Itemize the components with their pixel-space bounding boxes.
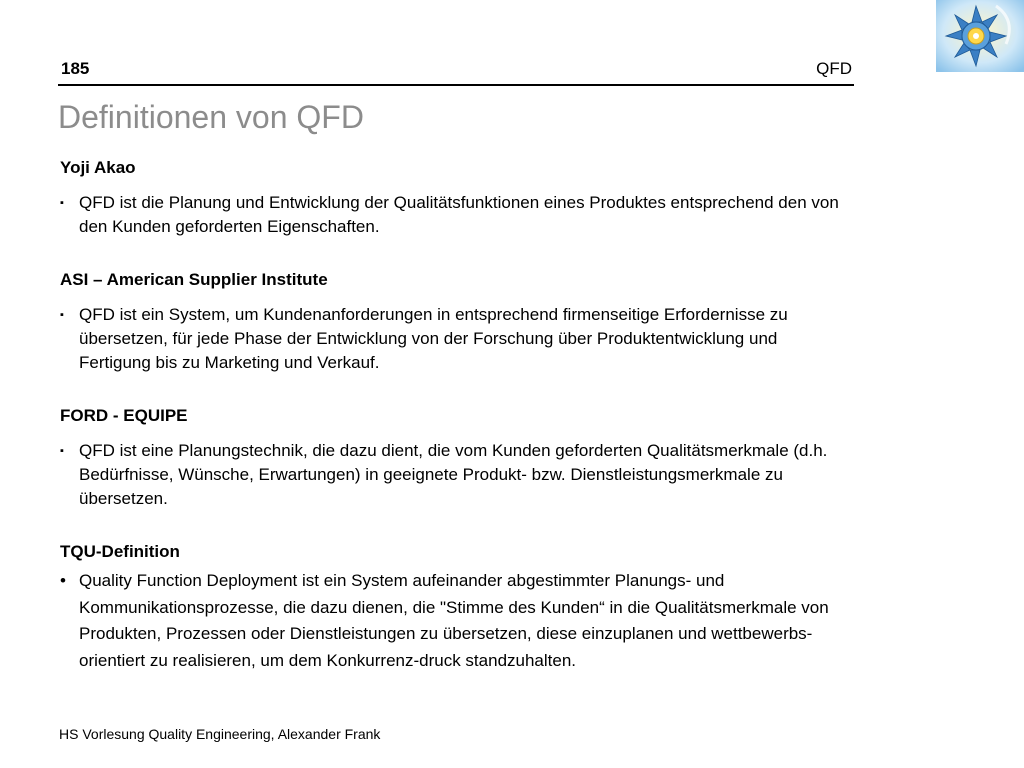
header-topic: QFD <box>816 59 852 78</box>
slide-title: Definitionen von QFD <box>58 99 364 135</box>
square-bullet-icon: ▪ <box>60 309 64 321</box>
bullet-item <box>60 568 850 674</box>
section-heading: FORD - EQUIPE <box>60 406 188 425</box>
definition-section <box>60 268 850 375</box>
dot-bullet-icon: • <box>60 571 66 590</box>
turbine-gear-icon <box>936 0 1024 72</box>
bullet-text: QFD ist ein System, um Kundenanforderungen in entsprechend firmenseitige Erfordernisse zu übersetzen, für jede Phase der Entwicklung von der Forschung über Produktentwicklung und Fertigung bis zu Marketing und Verkauf. <box>79 305 788 372</box>
section-heading: TQU-Definition <box>60 542 180 561</box>
bullet-item <box>60 439 850 511</box>
bullet-item <box>60 303 850 375</box>
section-heading: ASI – American Supplier Institute <box>60 270 328 289</box>
slide-number: 185 <box>61 59 90 78</box>
definitions-list <box>60 156 850 703</box>
definition-section <box>60 540 850 674</box>
square-bullet-icon: ▪ <box>60 197 64 209</box>
definition-section <box>60 404 850 511</box>
square-bullet-icon: ▪ <box>60 445 64 457</box>
bullet-item <box>60 191 850 239</box>
definition-section <box>60 156 850 239</box>
header-divider <box>58 84 854 86</box>
footer-text: HS Vorlesung Quality Engineering, Alexander Frank <box>59 726 381 742</box>
bullet-text: QFD ist die Planung und Entwicklung der Qualitätsfunktionen eines Produktes entsprechend den von den Kunden geforderten Eigenschaften. <box>79 193 839 236</box>
bullet-text: Quality Function Deployment ist ein System aufeinander abgestimmter Planungs- und Kommunikationsprozesse, die dazu dienen, die "Stimme des Kunden“ in die Qualitätsmerkmale von Produkten, Prozessen oder Dienstleistungen zu übersetzen, diese einzuplanen und wettbewerbs-orientiert zu realisieren, um dem Konkurrenz-druck standzuhalten. <box>79 571 829 670</box>
bullet-text: QFD ist eine Planungstechnik, die dazu dient, die vom Kunden geforderten Qualitätsmerkmale (d.h. Bedürfnisse, Wünsche, Erwartungen) in geeignete Produkt- bzw. Dienstleistungsmerkmale zu übersetzen. <box>79 441 828 508</box>
section-heading: Yoji Akao <box>60 158 136 177</box>
